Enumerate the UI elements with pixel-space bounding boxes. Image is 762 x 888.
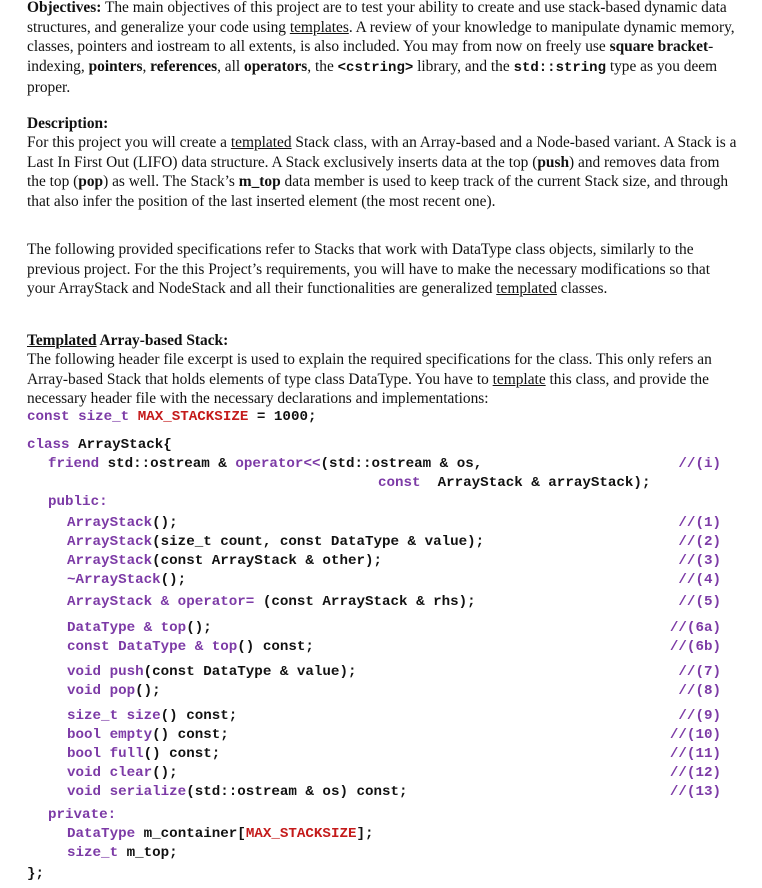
private-member-top <box>67 844 178 863</box>
code-params: (); <box>135 683 161 699</box>
objectives-text: , the <box>307 57 338 75</box>
member-line <box>67 663 739 682</box>
code-keyword: operator<< <box>235 456 321 472</box>
code-block <box>27 0 739 888</box>
description-text: Stack class, with an Array-based and a Node-based variant. A Stack is a Last In First Out (LIFO) data structure. A Stack exclusively inserts data at the top ( <box>27 134 737 171</box>
code-params: (const ArrayStack & other); <box>152 553 383 569</box>
private-label: private: <box>48 807 117 823</box>
code-macro: MAX_STACKSIZE <box>245 826 357 842</box>
objectives-text: library, and the <box>413 57 514 75</box>
class-line <box>27 436 172 455</box>
code-signature: ArrayStack <box>67 553 153 569</box>
description-text: classes. <box>556 280 608 298</box>
code-text: ]; <box>356 826 374 842</box>
code-signature: bool full <box>67 746 144 762</box>
objectives-heading: Objectives: <box>27 0 102 16</box>
code-signature: void pop <box>67 683 136 699</box>
code-signature: void clear <box>67 765 153 781</box>
code-comment: //(4) <box>678 572 721 588</box>
description-text: data member is used to keep track of the current Stack size, and through that also infer the position of the last inserted element (the most recent one). <box>27 173 729 210</box>
code-signature: ~ArrayStack <box>67 572 161 588</box>
objectives-text: -indexing, <box>27 38 714 75</box>
code-comment: //(5) <box>678 594 721 610</box>
code-comment: //(2) <box>678 534 721 550</box>
code-signature: void push <box>67 664 144 680</box>
code-params: (); <box>160 572 187 588</box>
code-params: () const; <box>152 727 229 743</box>
code-params: () const; <box>237 639 314 655</box>
member-line <box>67 514 739 533</box>
templated-link: templated <box>496 280 557 298</box>
code-text: ArrayStack{ <box>69 437 172 453</box>
member-line <box>67 764 739 783</box>
code-params: () const; <box>160 708 238 724</box>
bold-term: push <box>537 153 570 171</box>
bold-term: references <box>150 57 218 75</box>
member-line <box>67 638 739 657</box>
code-comment: //(11) <box>669 746 721 762</box>
description-text: ) and removes data from the top ( <box>27 153 720 191</box>
code-comment: //(i) <box>678 456 721 472</box>
code-params: (); <box>186 620 212 636</box>
code-keyword: const <box>378 475 421 491</box>
inline-code: <cstring> <box>337 59 414 76</box>
code-text: m_top; <box>118 845 178 861</box>
bold-term: operators <box>244 57 308 75</box>
templates-link: templates <box>289 18 349 36</box>
bold-term: pointers <box>88 57 143 75</box>
member-line <box>67 682 739 701</box>
description-text: ) as well. The Stack’s <box>103 173 239 191</box>
code-params: (); <box>152 765 178 781</box>
code-keyword: DataType <box>67 826 136 842</box>
code-signature: void serialize <box>67 784 187 800</box>
code-comment: //(1) <box>678 515 721 531</box>
code-keyword: class <box>27 437 70 453</box>
member-line <box>67 783 739 802</box>
code-comment: //(6a) <box>669 620 721 636</box>
code-keyword: friend <box>48 456 100 472</box>
code-comment: //(6b) <box>669 639 721 655</box>
code-keyword: size_t <box>67 845 119 861</box>
member-line <box>67 533 739 552</box>
array-stack-text: this class, and provide the necessary header file with the necessary declarations and implementations: <box>27 370 709 408</box>
bold-term: square bracket <box>609 38 709 56</box>
templated-link: templated <box>230 134 292 151</box>
code-signature: size_t size <box>67 708 161 724</box>
objectives-text: type as you deem proper. <box>27 57 718 97</box>
member-line <box>67 726 739 745</box>
public-label: public: <box>48 494 108 510</box>
code-text: std::ostream & <box>99 456 236 472</box>
code-params: (const ArrayStack & rhs); <box>254 594 476 610</box>
code-signature: bool empty <box>67 727 153 743</box>
member-line <box>67 619 739 638</box>
member-line <box>67 707 739 726</box>
code-comment: //(10) <box>669 727 721 743</box>
member-line <box>67 552 739 571</box>
code-text: ArrayStack & arrayStack); <box>429 475 651 491</box>
description-text: For this project you will create a <box>27 134 231 151</box>
code-text: = 1000; <box>248 409 317 425</box>
code-signature: ArrayStack <box>67 515 153 531</box>
description-heading: Description: <box>27 115 109 132</box>
code-params: (); <box>152 515 178 531</box>
bold-term: m_top <box>238 173 281 191</box>
member-line <box>67 571 739 590</box>
code-params: () const; <box>143 746 221 762</box>
objectives-text: , <box>142 57 151 75</box>
array-stack-text: The following header file excerpt is used to explain the required specifications for the class. This only refers an Array-based Stack that holds elements of type class DataType. You have to <box>27 351 712 388</box>
code-params: (size_t count, const DataType & value); <box>152 534 485 550</box>
private-member-container <box>67 825 374 844</box>
code-comment: //(3) <box>678 553 721 569</box>
code-text: m_container[ <box>135 826 246 842</box>
member-line <box>67 745 739 764</box>
code-comment: //(7) <box>678 664 721 680</box>
code-comment: //(13) <box>669 784 721 800</box>
code-params: (const DataType & value); <box>143 664 357 680</box>
const-line <box>27 408 317 427</box>
member-line <box>67 593 739 612</box>
friend-line <box>48 455 739 474</box>
objectives-text: The main objectives of this project are to test your ability to create and use stack-based dynamic data structures, and generalize your code using <box>27 0 727 36</box>
code-comment: //(12) <box>669 765 721 781</box>
code-text: (std::ostream & os, <box>320 456 483 472</box>
code-keyword: const size_t <box>27 409 130 425</box>
bold-term: pop <box>78 173 104 191</box>
code-comment: //(9) <box>678 708 721 724</box>
code-signature: ArrayStack & operator= <box>67 594 255 610</box>
description-text: The following provided specifications refer to Stacks that work with DataType class objects, similarly to the previous project. For the this Project’s requirements, you will have to make the necessary modifications so that your ArrayStack and NodeStack and all their functionalities are generalized <box>27 241 711 298</box>
code-signature: ArrayStack <box>67 534 153 550</box>
friend-continuation <box>378 474 650 493</box>
code-signature: DataType & top <box>67 620 187 636</box>
class-closing: }; <box>27 866 45 882</box>
code-comment: //(8) <box>678 683 721 699</box>
heading-underlined: Templated <box>27 332 97 349</box>
code-params: (std::ostream & os) const; <box>186 784 408 800</box>
code-macro: MAX_STACKSIZE <box>137 409 249 425</box>
heading-text: Array-based Stack: <box>96 332 229 349</box>
code-signature: const DataType & top <box>67 639 238 655</box>
objectives-text: , all <box>217 57 245 75</box>
inline-code: std::string <box>513 59 606 76</box>
template-link: template <box>492 370 546 388</box>
objectives-text: . A review of your knowledge to manipulate dynamic memory, classes, pointers and iostream to all extents, is also included. You may from now on freely use <box>27 18 735 56</box>
